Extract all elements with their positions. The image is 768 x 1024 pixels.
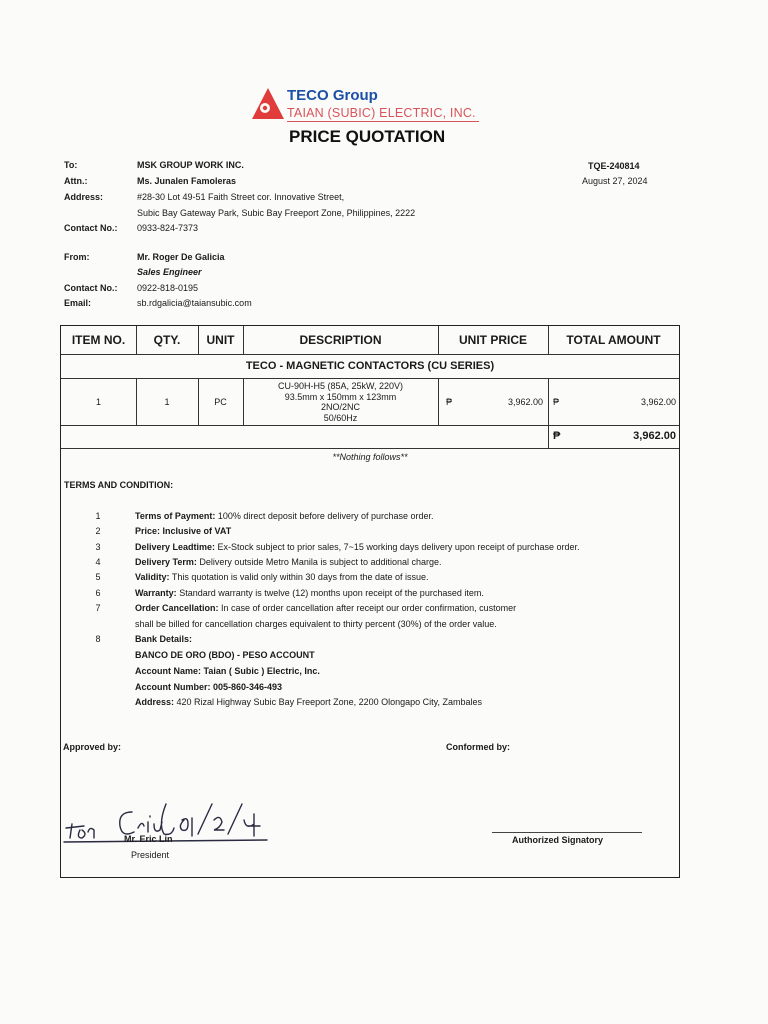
term-item: Terms of Payment: 100% direct deposit before delivery of purchase order.	[135, 511, 434, 521]
attn-value: Ms. Junalen Famoleras	[137, 176, 237, 186]
address-line1: #28-30 Lot 49-51 Faith Street cor. Innovative Street,	[137, 192, 345, 202]
account-name: Account Name: Taian ( Subic ) Electric, Inc.	[135, 666, 320, 676]
terms-heading: TERMS AND CONDITION:	[64, 480, 174, 490]
header-total-amount: TOTAL AMOUNT	[566, 333, 661, 347]
row-item: 1	[95, 397, 101, 407]
term-number: 8	[95, 634, 101, 644]
to-value: MSK GROUP WORK INC.	[137, 160, 244, 170]
email-label: Email:	[64, 298, 92, 308]
to-label: To:	[64, 160, 78, 170]
section-title: TECO - MAGNETIC CONTACTORS (CU SERIES)	[245, 360, 495, 372]
from-name: Mr. Roger De Galicia	[137, 252, 225, 262]
from-label: From:	[64, 252, 90, 262]
reference-number: TQE-240814	[588, 161, 640, 171]
signer-title: President	[131, 850, 170, 860]
company-name: TAIAN (SUBIC) ELECTRIC, INC.	[287, 106, 476, 120]
row-total-currency: ₱	[553, 397, 560, 407]
header-item-no: ITEM NO.	[71, 333, 126, 347]
row-qty: 1	[164, 397, 170, 407]
term-number: 6	[95, 588, 101, 598]
row-description: CU-90H-H5 (85A, 25kW, 220V) 93.5mm x 150mm x 123mm 2NO/2NC 50/60Hz	[277, 381, 404, 423]
grand-total: 3,962.00	[633, 430, 676, 442]
term-number: 2	[95, 526, 101, 536]
term-number: 1	[95, 511, 101, 521]
account-number: Account Number: 005-860-346-493	[135, 682, 283, 692]
sender-contact: 0922-818-0195	[137, 283, 199, 293]
term-number: 7	[95, 603, 101, 613]
authorized-signatory: Authorized Signatory	[512, 835, 604, 845]
attn-label: Attn.:	[64, 176, 88, 186]
header-description: DESCRIPTION	[299, 333, 382, 347]
sender-contact-label: Contact No.:	[64, 283, 118, 293]
term-item: Delivery Term: Delivery outside Metro Manila is subject to additional charge.	[135, 557, 442, 567]
term-item: Bank Details:	[135, 634, 193, 644]
term-item: Order Cancellation: In case of order cancellation after receipt our order confirmation, customer	[135, 603, 517, 613]
bank-address: Address: 420 Rizal Highway Subic Bay Freeport Zone, 2200 Olongapo City, Zambales	[135, 697, 483, 707]
contact-value: 0933-824-7373	[137, 223, 199, 233]
email-value: sb.rdgalicia@taiansubic.com	[137, 298, 252, 308]
contact-label: Contact No.:	[64, 223, 118, 233]
term-number: 5	[95, 572, 101, 582]
term-item: Validity: This quotation is valid only within 30 days from the date of issue.	[135, 572, 429, 582]
row-unit-price-currency: ₱	[446, 397, 453, 407]
teco-logo-icon	[250, 86, 286, 122]
grand-total-currency: ₱	[553, 430, 561, 442]
term-number: 4	[95, 557, 101, 567]
term-item: shall be billed for cancellation charges equivalent to thirty percent (30%) of the order value.	[135, 619, 497, 629]
doc-title: PRICE QUOTATION	[289, 127, 446, 146]
logo-underline	[287, 121, 479, 122]
address-label: Address:	[64, 192, 104, 202]
row-total: 3,962.00	[640, 397, 676, 407]
bank-name: BANCO DE ORO (BDO) - PESO ACCOUNT	[135, 650, 315, 660]
term-number: 3	[95, 542, 101, 552]
row-unit-price: 3,962.00	[507, 397, 543, 407]
header-qty: QTY.	[153, 333, 181, 347]
term-item: Delivery Leadtime: Ex-Stock subject to prior sales, 7~15 working days delivery upon receipt of purchase order.	[135, 542, 580, 552]
conformed-by-label: Conformed by:	[446, 742, 510, 752]
brand-name: TECO Group	[287, 87, 378, 104]
term-item: Warranty: Standard warranty is twelve (12) months upon receipt of the purchased item.	[135, 588, 484, 598]
signer-name: Mr. Eric Lin	[124, 834, 173, 844]
address-line2: Subic Bay Gateway Park, Subic Bay Freeport Zone, Philippines, 2222	[137, 208, 416, 218]
approved-by-label: Approved by:	[63, 742, 122, 752]
nothing-follows: **Nothing follows**	[332, 452, 408, 462]
reference-date: August 27, 2024	[582, 176, 648, 186]
header-unit-price: UNIT PRICE	[458, 333, 527, 347]
header-unit: UNIT	[206, 333, 235, 347]
term-item: Price: Inclusive of VAT	[135, 526, 232, 536]
from-title: Sales Engineer	[137, 267, 202, 277]
row-unit: PC	[214, 397, 227, 407]
